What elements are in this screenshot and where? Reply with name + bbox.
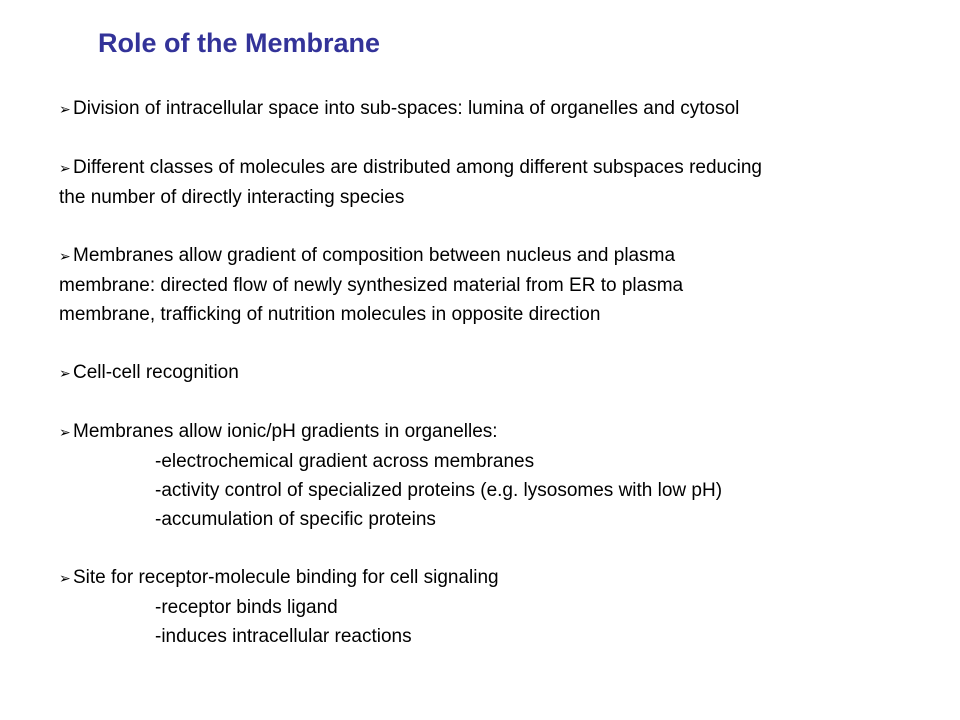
bullet-text: Cell-cell recognition: [73, 362, 239, 383]
arrowhead-bullet-icon: ➢: [59, 160, 71, 176]
bullet-line: [59, 153, 949, 183]
bullet-text: Different classes of molecules are distributed among different subspaces reducing: [73, 157, 762, 178]
sub-point: -receptor binds ligand: [155, 597, 338, 618]
slide-title: Role of the Membrane: [98, 28, 381, 58]
bullet-line: [59, 563, 949, 593]
bullet-item: [59, 563, 949, 651]
bullet-item: [59, 241, 949, 329]
arrowhead-bullet-icon: ➢: [59, 101, 71, 117]
sub-point: -activity control of specialized proteins (e.g. lysosomes with low pH): [155, 480, 723, 501]
bullet-item: [59, 358, 949, 388]
sub-point: -induces intracellular reactions: [155, 626, 412, 647]
bullet-item: [59, 153, 949, 212]
arrowhead-bullet-icon: ➢: [59, 424, 71, 440]
arrowhead-bullet-icon: ➢: [59, 248, 71, 264]
arrowhead-bullet-icon: ➢: [59, 365, 71, 381]
bullet-line: [59, 358, 949, 388]
bullet-continuation: membrane: directed flow of newly synthesized material from ER to plasma: [59, 275, 684, 296]
bullet-text: Division of intracellular space into sub-spaces: lumina of organelles and cytosol: [73, 98, 740, 119]
bullet-line: [59, 241, 949, 271]
sub-point: -electrochemical gradient across membranes: [155, 451, 535, 472]
arrowhead-bullet-icon: ➢: [59, 570, 71, 586]
bullet-item: [59, 94, 949, 124]
bullet-list: [59, 94, 949, 680]
bullet-item: [59, 417, 949, 534]
bullet-text: Site for receptor-molecule binding for cell signaling: [73, 567, 499, 588]
bullet-continuation: membrane, trafficking of nutrition molecules in opposite direction: [59, 304, 601, 325]
bullet-text: Membranes allow gradient of composition between nucleus and plasma: [73, 245, 676, 266]
bullet-line: [59, 417, 949, 447]
bullet-line: [59, 94, 949, 124]
bullet-text: Membranes allow ionic/pH gradients in organelles:: [73, 421, 498, 442]
sub-point: -accumulation of specific proteins: [155, 509, 436, 530]
bullet-continuation: the number of directly interacting species: [59, 187, 405, 208]
